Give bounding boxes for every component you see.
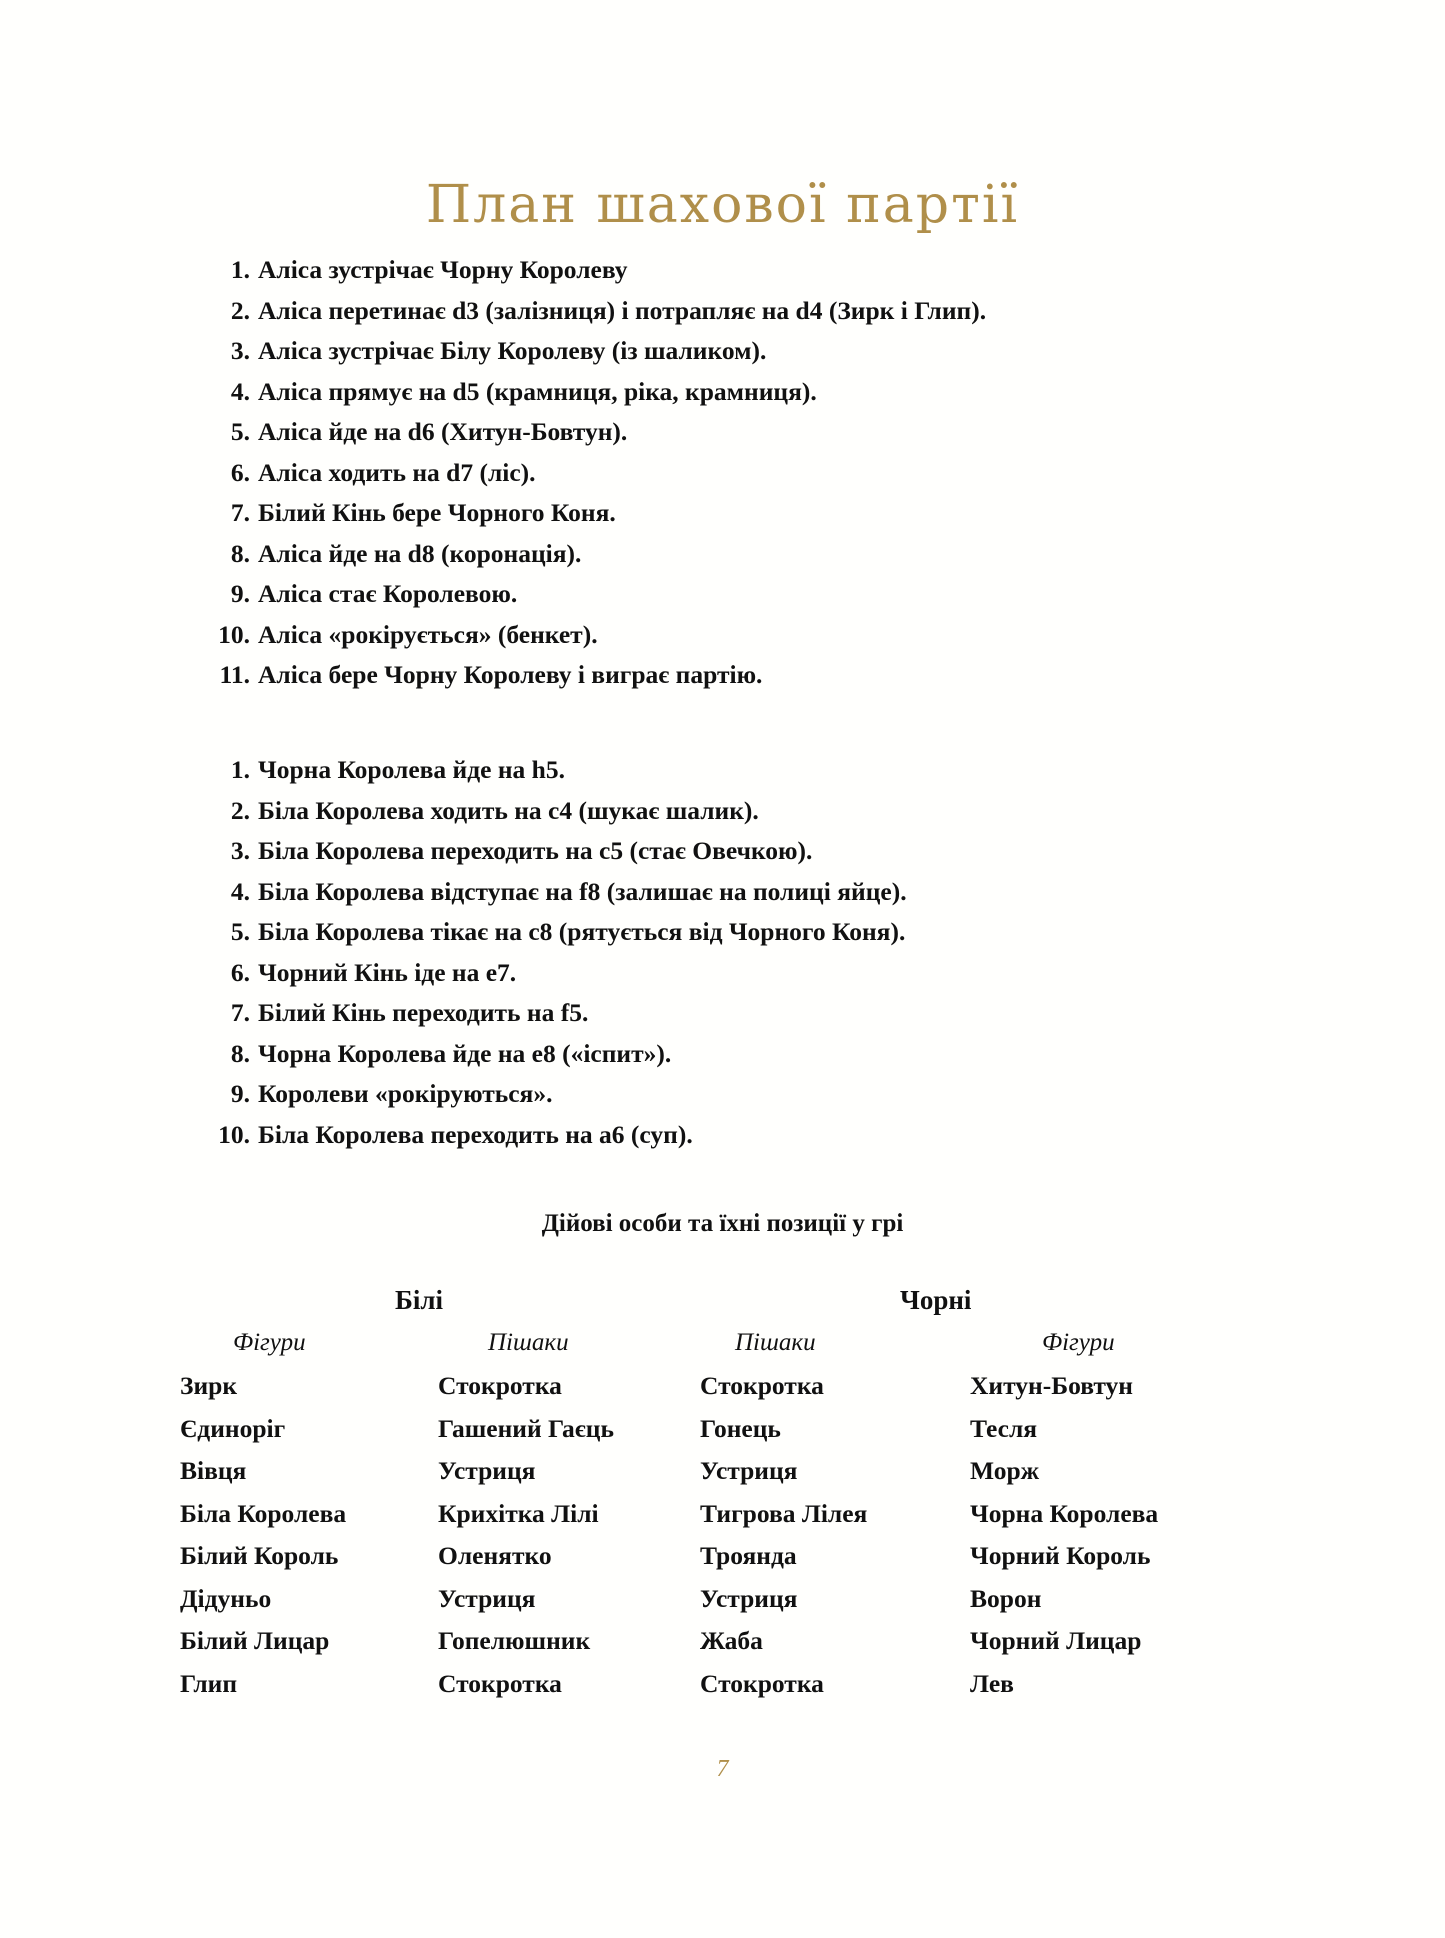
black-move-item — [200, 912, 1320, 953]
white-move-item-number: 9. — [230, 579, 250, 608]
white-move-item-text: Білий Кінь бере Чорного Коня. — [258, 498, 616, 527]
black-move-item-text: Біла Королева переходить на a6 (суп). — [258, 1119, 693, 1149]
page-number: 7 — [716, 1756, 729, 1782]
table-row — [180, 1499, 1270, 1542]
table-cell: Чорний Король — [970, 1541, 1151, 1570]
white-move-item-text: Аліса бере Чорну Королеву і виграє партію. — [258, 660, 763, 689]
table-cell: Лев — [970, 1668, 1014, 1698]
white-move-item-number: 3. — [230, 336, 250, 365]
column-label-black-pawns: Пішаки — [735, 1329, 816, 1356]
table-cell: Гонець — [700, 1413, 781, 1443]
white-move-list — [200, 250, 1320, 696]
white-move-item — [200, 412, 1320, 453]
table-cell: Хитун-Бовтун — [970, 1371, 1133, 1400]
black-move-item-text: Біла Королева переходить на c5 (стає Овечкою). — [258, 836, 813, 865]
white-move-item-number: 11. — [219, 660, 250, 689]
white-move-item — [200, 453, 1320, 494]
white-move-item-number: 4. — [230, 376, 250, 406]
table-cell: Стокротка — [438, 1371, 562, 1400]
table-cell: Чорна Королева — [970, 1498, 1159, 1528]
roster-heading: Дійові особи та їхні позиції у грі — [541, 1210, 904, 1237]
black-move-item-text: Білий Кінь переходить на f5. — [258, 998, 589, 1027]
black-move-item-text: Біла Королева ходить на c4 (шукає шалик). — [258, 795, 759, 825]
table-row — [180, 1541, 1270, 1584]
black-move-item — [200, 872, 1320, 913]
table-row — [180, 1371, 1270, 1414]
table-cell: Устриця — [700, 1456, 798, 1485]
table-cell: Жаба — [700, 1626, 763, 1655]
table-cell: Стокротка — [438, 1668, 562, 1698]
table-cell: Білий Лицар — [180, 1626, 330, 1655]
roster-side-labels — [180, 1285, 1270, 1329]
white-move-item-number: 1. — [230, 255, 250, 284]
side-label-white: Білі — [395, 1285, 444, 1315]
white-move-item-text: Аліса йде на d6 (Хитун-Бовтун). — [258, 417, 628, 446]
white-move-item — [200, 372, 1320, 413]
black-move-item-number: 2. — [230, 795, 250, 825]
black-move-item — [200, 791, 1320, 832]
black-move-item-number: 8. — [230, 1038, 250, 1068]
table-cell: Біла Королева — [180, 1498, 347, 1528]
table-cell: Устриця — [438, 1583, 536, 1613]
black-move-list — [200, 750, 1320, 1155]
table-cell: Білий Король — [180, 1541, 339, 1570]
black-move-item — [200, 1034, 1320, 1075]
black-move-item-number: 9. — [230, 1079, 250, 1108]
white-move-item — [200, 534, 1320, 575]
table-row — [180, 1414, 1270, 1457]
black-move-item — [200, 993, 1320, 1034]
white-move-item-number: 8. — [230, 538, 250, 568]
black-move-item-text: Чорний Кінь іде на e7. — [258, 957, 517, 987]
page-title: План шахової партії — [425, 174, 1020, 235]
white-move-item-number: 5. — [230, 417, 250, 446]
table-row — [180, 1456, 1270, 1499]
table-cell: Морж — [970, 1456, 1040, 1485]
table-cell: Тесля — [970, 1413, 1038, 1443]
black-move-item-text: Біла Королева тікає на c8 (рятується від Чорного Коня). — [258, 917, 906, 946]
table-cell: Зирк — [180, 1371, 238, 1400]
black-move-item-number: 1. — [230, 755, 250, 784]
black-move-item-number: 6. — [230, 957, 250, 987]
table-row — [180, 1584, 1270, 1627]
black-move-item-text: Біла Королева відступає на f8 (залишає на полиці яйце). — [258, 876, 907, 906]
black-move-item-text: Чорна Королева йде на e8 («іспит»). — [258, 1038, 672, 1068]
white-move-item-number: 6. — [230, 457, 250, 487]
table-cell: Єдиноріг — [180, 1413, 286, 1443]
black-move-item — [200, 1074, 1320, 1115]
white-move-item-text: Аліса перетинає d3 (залізниця) і потрапляє на d4 (Зирк і Глип). — [258, 295, 987, 325]
white-move-item-text: Аліса прямує на d5 (крамниця, ріка, крамниця). — [258, 376, 817, 406]
white-move-item-text: Аліса йде на d8 (коронація). — [258, 538, 582, 568]
table-cell: Устриця — [700, 1583, 798, 1613]
white-move-item-number: 7. — [230, 498, 250, 527]
white-move-item — [200, 331, 1320, 372]
column-label-black-pieces: Фігури — [1042, 1329, 1115, 1356]
black-move-item — [200, 831, 1320, 872]
black-move-item-number: 3. — [230, 836, 250, 865]
table-cell: Гашений Гаєць — [438, 1413, 614, 1443]
table-cell: Дідуньо — [180, 1583, 272, 1613]
white-move-item-text: Аліса стає Королевою. — [258, 579, 518, 608]
black-move-item-number: 7. — [230, 998, 250, 1027]
table-cell: Гопелюшник — [438, 1626, 591, 1655]
white-move-item-text: Аліса «рокірується» (бенкет). — [258, 619, 598, 649]
table-cell: Чорний Лицар — [970, 1626, 1142, 1655]
black-move-item-text: Королеви «рокіруються». — [258, 1079, 553, 1108]
white-move-item — [200, 574, 1320, 615]
white-move-item — [200, 250, 1320, 291]
table-cell: Оленятко — [438, 1541, 552, 1570]
black-move-item — [200, 1115, 1320, 1156]
black-move-item-number: 4. — [230, 876, 250, 906]
table-cell: Вівця — [180, 1456, 247, 1485]
roster-table — [180, 1285, 1270, 1711]
table-cell: Крихітка Лілі — [438, 1498, 599, 1528]
column-label-white-pawns: Пішаки — [488, 1329, 569, 1356]
black-move-item — [200, 750, 1320, 791]
white-move-item — [200, 615, 1320, 656]
white-move-item — [200, 655, 1320, 696]
table-cell: Троянда — [700, 1541, 797, 1570]
white-move-item-number: 2. — [230, 295, 250, 325]
table-cell: Устриця — [438, 1456, 536, 1485]
white-move-item — [200, 493, 1320, 534]
white-move-item-text: Аліса зустрічає Білу Королеву (із шаликом). — [258, 336, 767, 365]
table-cell: Стокротка — [700, 1371, 824, 1400]
white-move-item-text: Аліса ходить на d7 (ліс). — [258, 457, 536, 487]
column-label-white-pieces: Фігури — [233, 1329, 306, 1356]
table-cell: Тигрова Лілея — [700, 1498, 868, 1528]
table-cell: Ворон — [970, 1583, 1042, 1613]
table-cell: Глип — [180, 1668, 238, 1698]
table-cell: Стокротка — [700, 1668, 824, 1698]
black-move-item — [200, 953, 1320, 994]
white-move-item — [200, 291, 1320, 332]
table-row — [180, 1626, 1270, 1669]
black-move-item-number: 5. — [230, 917, 250, 946]
black-move-item-number: 10. — [218, 1119, 250, 1149]
side-label-black: Чорні — [900, 1285, 972, 1315]
black-move-item-text: Чорна Королева йде на h5. — [258, 755, 565, 784]
roster-column-labels — [180, 1329, 1270, 1371]
white-move-item-number: 10. — [218, 619, 250, 649]
table-row — [180, 1669, 1270, 1712]
white-move-item-text: Аліса зустрічає Чорну Королеву — [258, 255, 628, 284]
